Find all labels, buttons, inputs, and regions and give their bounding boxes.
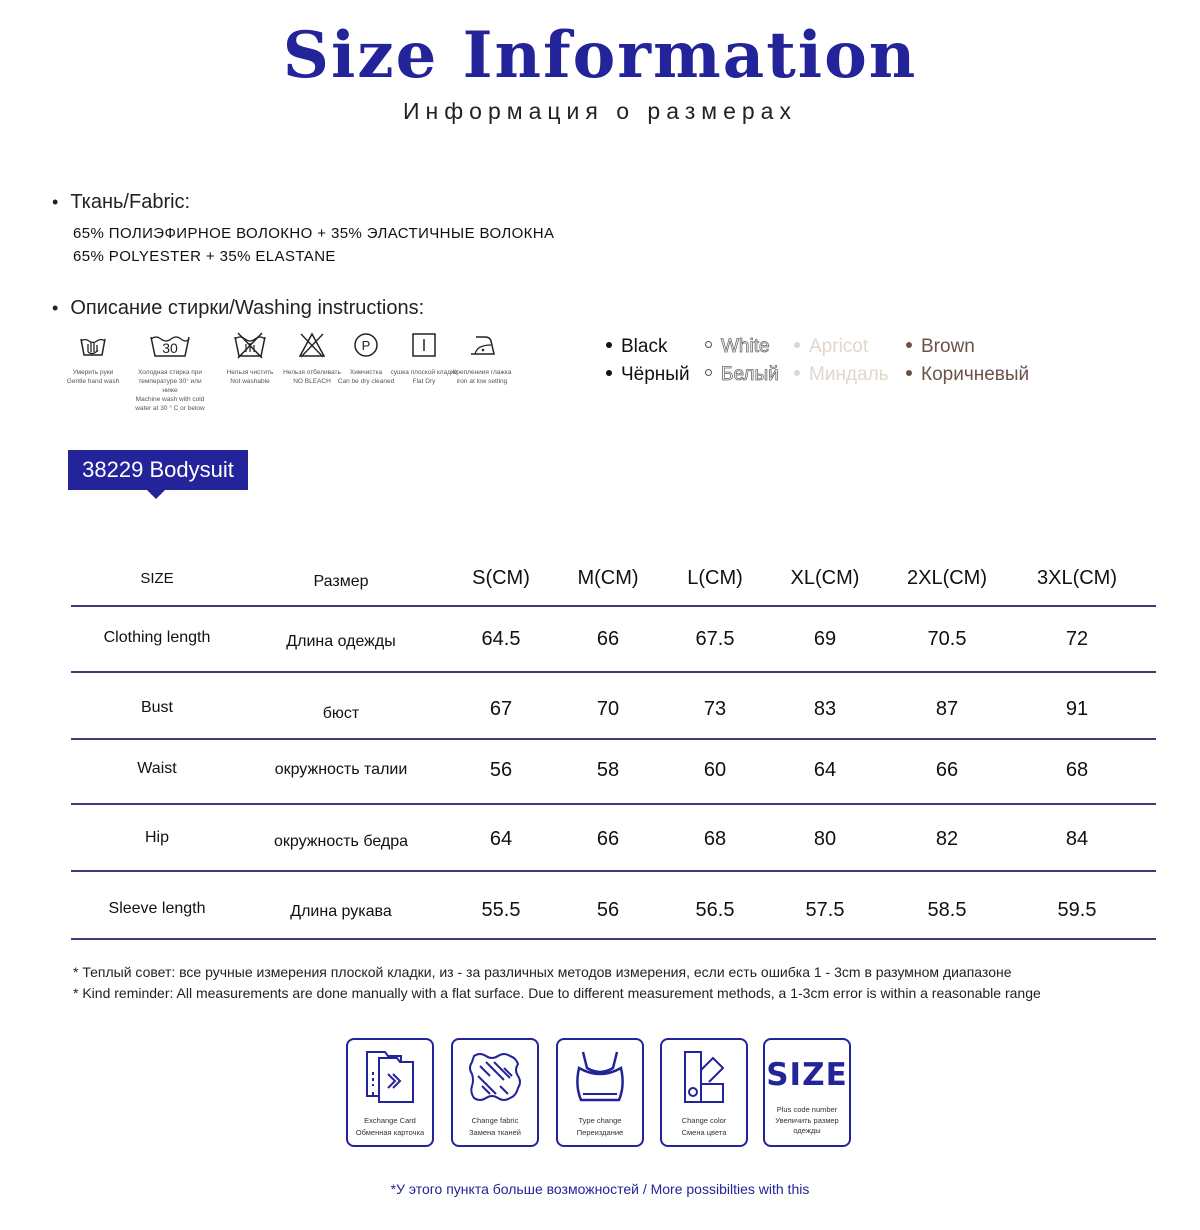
wash-label-en: Gentle hand wash — [66, 378, 120, 385]
color-name-ru: Белый — [721, 364, 779, 385]
wash-label-en: Flat Dry — [412, 378, 436, 385]
flat-dry-icon — [409, 330, 439, 360]
service-card-label-en: Exchange Card — [364, 1116, 416, 1125]
wash-label-ru: Умерить руки — [72, 369, 114, 376]
color-name-ru: Чёрный — [621, 364, 690, 385]
fabric-line-en: 65% POLYESTER + 35% ELASTANE — [73, 248, 336, 265]
wash-label-en: iron at low setting — [456, 378, 508, 385]
product-tag: 38229 Bodysuit — [68, 450, 248, 490]
color-dot — [794, 370, 800, 376]
type-change-icon — [565, 1046, 635, 1110]
row-label-en: Clothing length — [103, 629, 211, 646]
washing-heading: • Описание стирки/Washing instructions: — [52, 297, 424, 320]
iron-low-icon — [467, 330, 497, 360]
table-cell: 67 — [489, 698, 513, 720]
service-card-fabric — [451, 1038, 539, 1147]
table-cell: 66 — [596, 628, 620, 650]
table-header-s: S(CM) — [472, 567, 530, 589]
wash-30-number: 30 — [162, 340, 178, 356]
table-cell: 70.5 — [927, 628, 967, 650]
row-label-en: Bust — [140, 699, 173, 716]
table-cell: 58 — [596, 759, 620, 781]
row-label-en: Hip — [144, 829, 169, 846]
table-cell: 70 — [596, 698, 620, 720]
color-apricot-ru — [794, 364, 889, 386]
no-bleach-icon — [297, 330, 327, 360]
wash-label-ru: Нельзя чистить — [226, 369, 274, 376]
wash-label-ru: сушка плоской кладки — [390, 369, 458, 376]
wash-label-en: Can be dry cleaned — [337, 378, 395, 385]
table-cell: 66 — [596, 828, 620, 850]
fabric-line-ru: 65% ПОЛИЭФИРНОЕ ВОЛОКНО + 35% ЭЛАСТИЧНЫЕ ВОЛОКНА — [73, 225, 555, 242]
table-cell: 68 — [1065, 759, 1089, 781]
table-header-size-en: SIZE — [140, 570, 174, 587]
product-tag-pointer — [147, 490, 165, 499]
table-cell: 72 — [1065, 628, 1089, 650]
table-cell: 68 — [703, 828, 727, 850]
color-dot — [606, 342, 612, 348]
table-cell: 80 — [813, 828, 837, 850]
service-card-label-en: Change fabric — [471, 1116, 519, 1125]
table-header-l: L(CM) — [687, 567, 743, 589]
wash-label-ru: Креплениия глажка — [452, 369, 512, 376]
color-dot — [794, 342, 800, 348]
wash-30-icon — [148, 330, 192, 360]
color-dot — [906, 370, 912, 376]
wash-label-ru: Химчистка — [349, 369, 383, 376]
table-divider — [71, 605, 1156, 607]
table-cell: 82 — [935, 828, 959, 850]
color-dot — [705, 369, 712, 376]
page-subtitle: Информация о размерах — [403, 98, 797, 124]
service-card-type — [556, 1038, 644, 1147]
row-label-ru: бюст — [322, 705, 360, 722]
wash-label-ru: Холодная стирка при температуре 30° или ниже — [137, 369, 203, 394]
service-card-color — [660, 1038, 748, 1147]
table-cell: 67.5 — [695, 628, 735, 650]
color-white-ru — [705, 364, 779, 386]
color-dot — [705, 341, 712, 348]
table-divider — [71, 938, 1156, 940]
table-cell: 83 — [813, 698, 837, 720]
table-cell: 73 — [703, 698, 727, 720]
table-cell: 64.5 — [481, 628, 521, 650]
service-card-label-ru: Обменная карточка — [355, 1128, 425, 1137]
table-cell: 58.5 — [927, 899, 967, 921]
dry-clean-letter: P — [361, 338, 371, 353]
table-cell: 56 — [596, 899, 620, 921]
row-label-en: Waist — [137, 760, 177, 777]
footer-note: *У этого пункта больше возможностей / More possibilties with this — [390, 1181, 810, 1197]
hand-wash-icon — [78, 330, 108, 360]
color-brown-ru — [906, 364, 1029, 386]
page-title: Size Information — [282, 18, 918, 93]
change-color-icon — [669, 1046, 739, 1110]
color-brown — [906, 336, 975, 358]
row-label-ru: Длина одежды — [286, 633, 396, 650]
table-cell: 64 — [813, 759, 837, 781]
service-card-label-en: Change color — [681, 1116, 727, 1125]
color-white — [705, 336, 770, 358]
row-label-ru: окружность бедра — [273, 833, 408, 850]
wash-label-en: NO BLEACH — [293, 378, 331, 385]
color-name-en: Apricot — [809, 336, 869, 357]
color-black — [606, 336, 667, 358]
table-cell: 60 — [703, 759, 727, 781]
color-name-en: Brown — [921, 336, 975, 357]
wash-label-en: Machine wash with cold water at 30 ° C or below — [135, 396, 205, 412]
table-header-xl: XL(CM) — [790, 567, 860, 589]
color-name-ru: Миндаль — [809, 364, 889, 385]
service-card-label-ru: Переиздание — [576, 1128, 624, 1137]
table-header-3xl: 3XL(CM) — [1036, 567, 1117, 589]
table-cell: 84 — [1065, 828, 1089, 850]
no-wash-icon — [232, 330, 268, 360]
color-dot — [906, 342, 912, 348]
service-card-label-ru: Смена цвета — [681, 1128, 727, 1137]
table-cell: 87 — [935, 698, 959, 720]
change-fabric-icon — [460, 1046, 530, 1110]
size-icon: SIZE — [766, 1057, 848, 1093]
color-name-ru: Коричневый — [921, 364, 1030, 385]
table-header-2xl: 2XL(CM) — [906, 567, 987, 589]
table-divider — [71, 738, 1156, 740]
exchange-card-icon — [355, 1046, 425, 1110]
table-cell: 66 — [935, 759, 959, 781]
table-cell: 56 — [489, 759, 513, 781]
dry-clean-icon — [351, 330, 381, 360]
table-divider — [71, 671, 1156, 673]
wash-instruction-hand-wash — [55, 330, 131, 386]
service-card-label-ru: Замена тканей — [469, 1128, 521, 1137]
table-cell: 56.5 — [695, 899, 735, 921]
wash-instruction-iron-low — [444, 330, 520, 386]
service-card-label-en: Type change — [578, 1116, 622, 1125]
service-card-label-ru: Увеличить размер одежды — [775, 1116, 839, 1135]
table-cell: 59.5 — [1057, 899, 1097, 921]
color-black-ru — [606, 364, 690, 386]
table-cell: 57.5 — [805, 899, 845, 921]
service-card-exchange — [346, 1038, 434, 1147]
table-divider — [71, 870, 1156, 872]
row-label-ru: окружность талии — [274, 761, 408, 778]
measurement-note-ru: * Теплый совет: все ручные измерения плоской кладки, из - за различных методов измерения, если есть ошибка 1 - 3cm в разумном диапазоне — [73, 964, 1012, 980]
color-dot — [606, 370, 612, 376]
table-cell: 64 — [489, 828, 513, 850]
color-apricot — [794, 336, 868, 358]
row-label-ru: Длина рукава — [290, 903, 392, 920]
table-header-m: M(CM) — [577, 567, 639, 589]
service-card-size — [763, 1038, 851, 1147]
table-header-size-ru: Размер — [313, 573, 369, 590]
table-cell: 69 — [813, 628, 837, 650]
table-cell: 91 — [1065, 698, 1089, 720]
wash-label-en: Not washable — [230, 378, 270, 385]
wash-instruction-30 — [131, 330, 209, 413]
row-label-en: Sleeve length — [108, 900, 206, 917]
wash-label-ru: Нельзя отбеливать — [283, 369, 341, 376]
service-card-label-en: Plus code number — [776, 1105, 838, 1114]
color-name-en: White — [721, 336, 770, 357]
fabric-heading: • Ткань/Fabric: — [52, 191, 190, 214]
measurement-note-en: * Kind reminder: All measurements are done manually with a flat surface. Due to different measurement methods, a 1-3cm error is within a reasonable range — [73, 985, 1041, 1001]
color-name-en: Black — [621, 336, 668, 357]
table-divider — [71, 803, 1156, 805]
table-cell: 55.5 — [481, 899, 521, 921]
